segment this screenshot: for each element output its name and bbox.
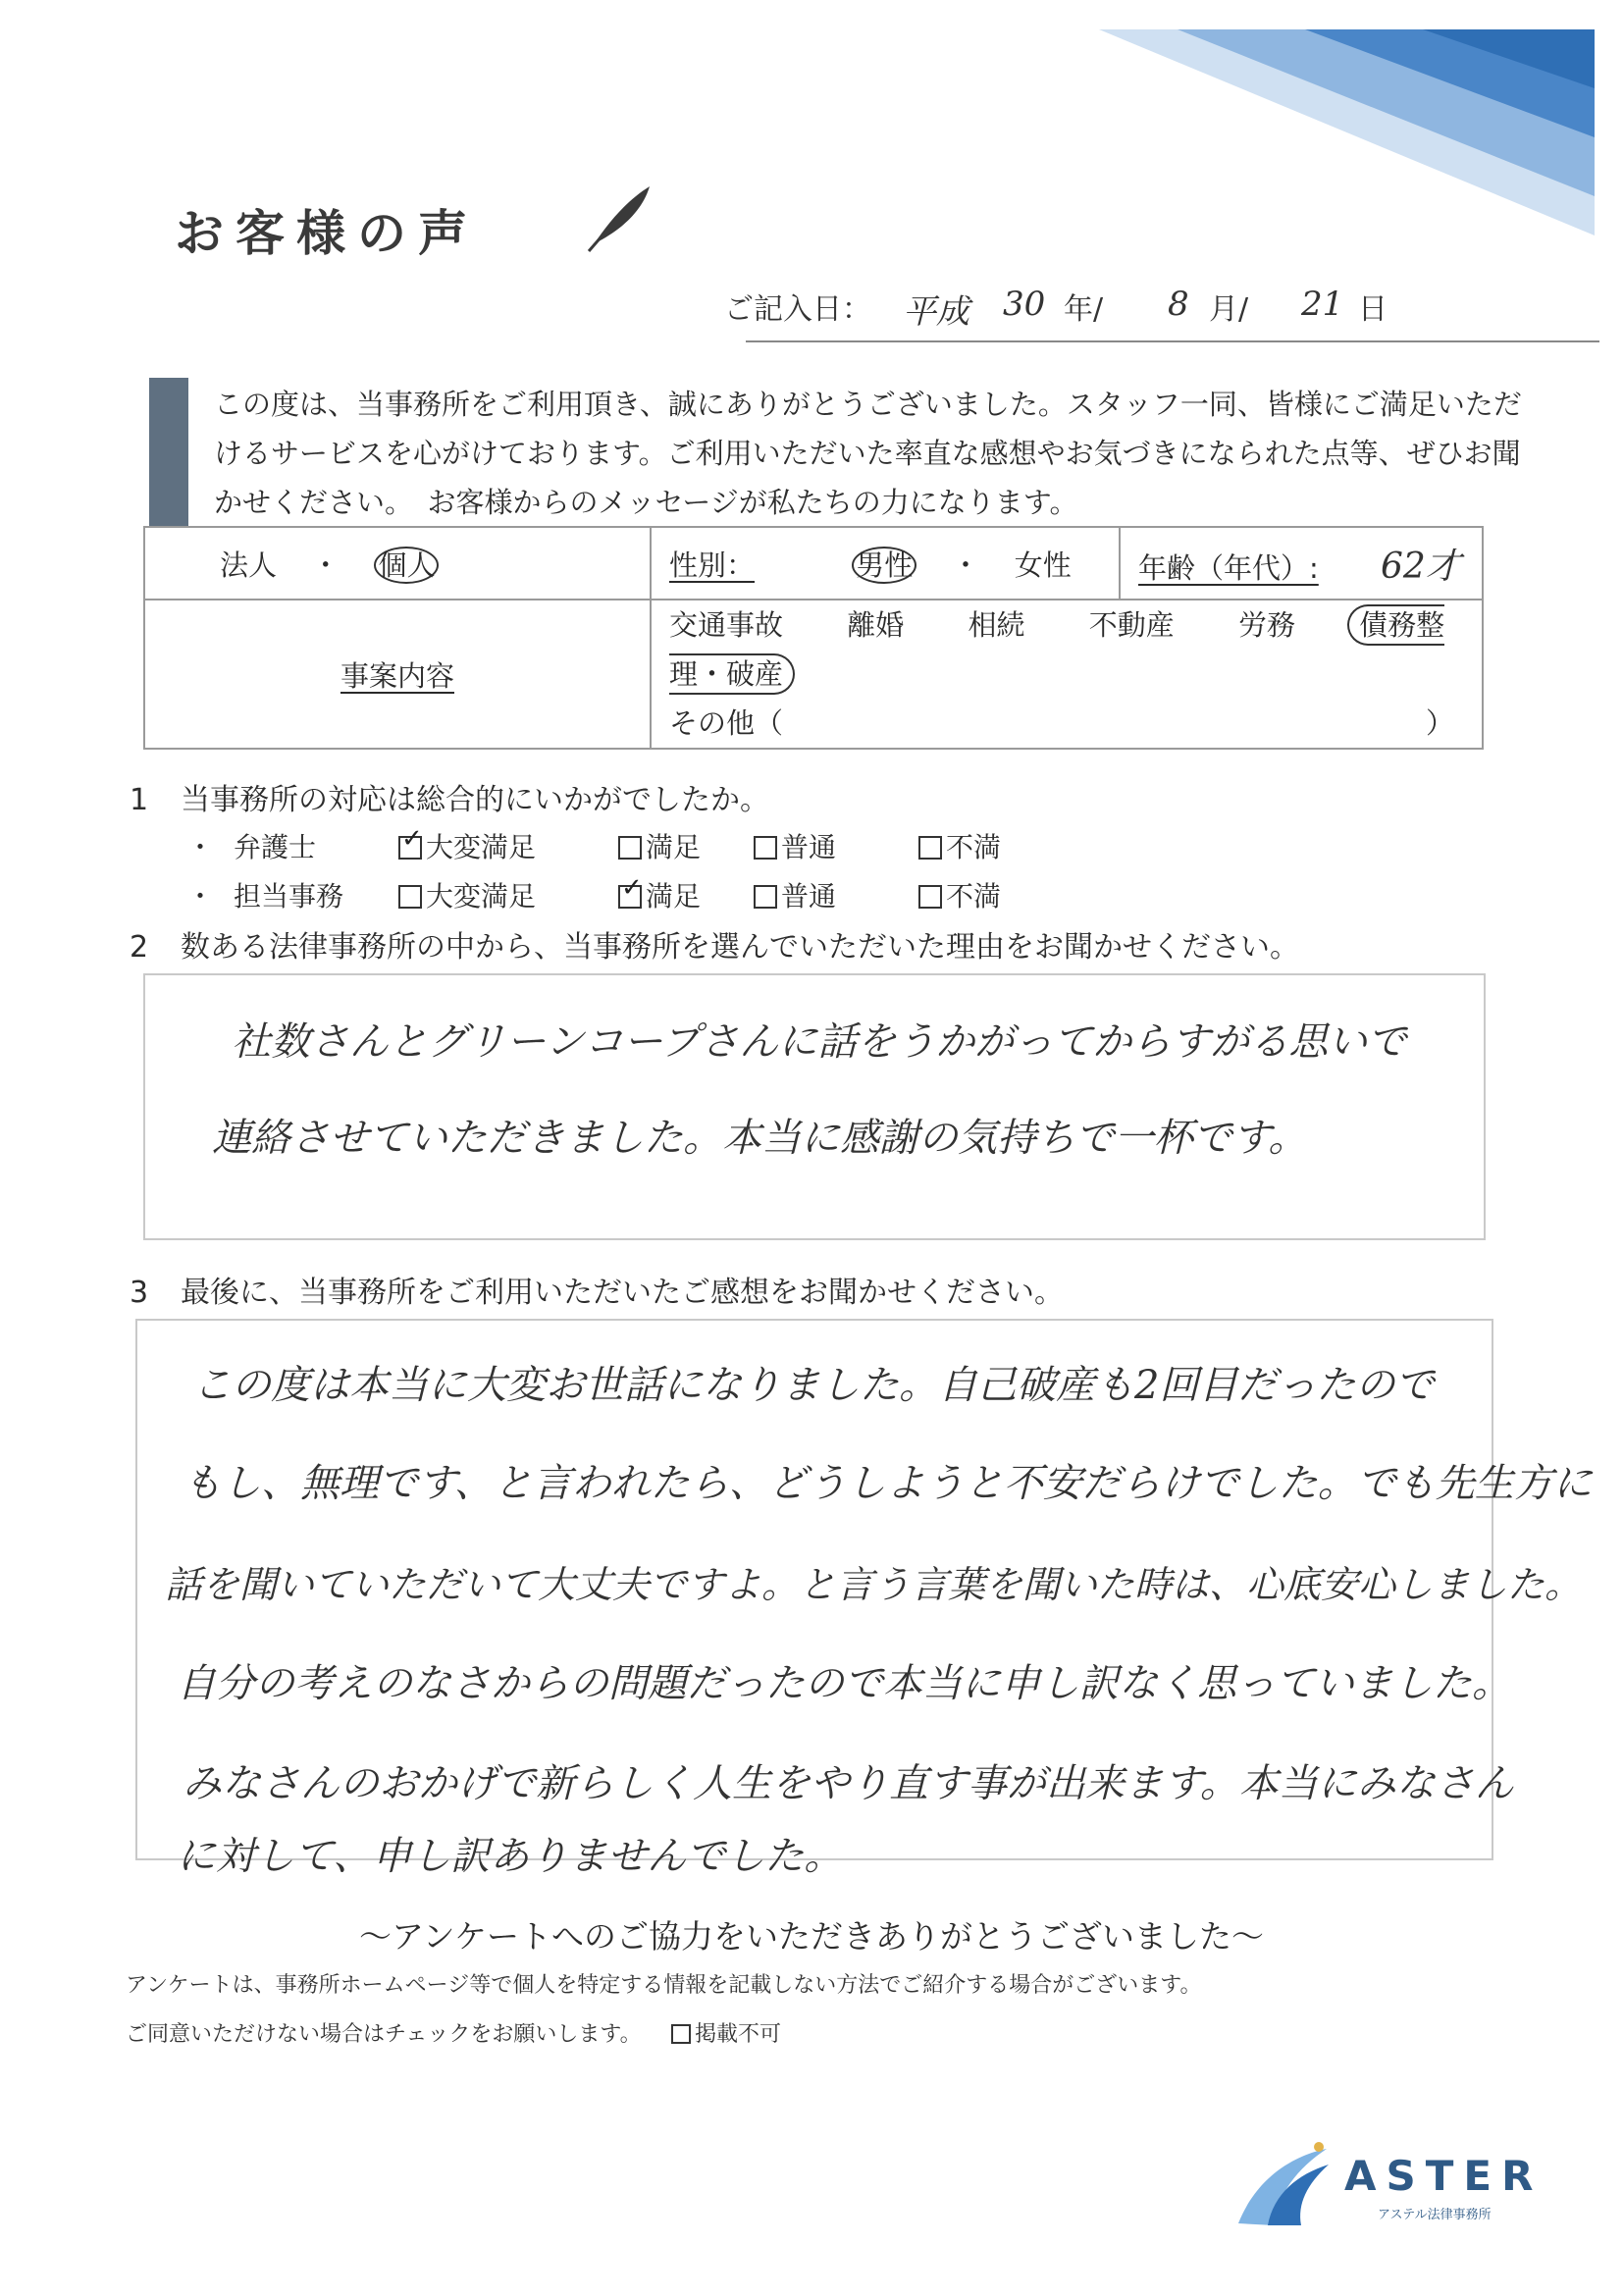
checkbox-icon[interactable] [398, 885, 422, 909]
rating-option[interactable]: ✓ 大変満足 [398, 826, 536, 865]
rating-option[interactable]: 普通 [754, 826, 836, 865]
checkbox-checked-icon[interactable] [398, 836, 422, 860]
rating-bullet: ・ [186, 880, 215, 913]
category-item: 労務 [1237, 608, 1295, 642]
rating-row-staff [0, 875, 1623, 914]
question-2 [130, 922, 1299, 965]
checkbox-icon[interactable] [671, 2024, 691, 2044]
question-text: 数ある法律事務所の中から、当事務所を選んでいただいた理由をお聞かせください。 [181, 930, 1299, 965]
rating-option[interactable]: 不満 [918, 826, 1001, 865]
date-day: 21 [1301, 285, 1344, 324]
answer-3-line: もし、無理です、と言われたら、どうしようと不安だらけでした。でも先生方に [183, 1461, 1593, 1506]
question-number: 1 [130, 783, 149, 817]
date-year: 30 [1003, 285, 1046, 324]
type-corp: 法人 [220, 548, 278, 582]
rating-option[interactable]: ✓ 満足 [618, 875, 701, 914]
other-close: ） [1425, 706, 1454, 740]
no-publish-label: 掲載不可 [695, 2022, 782, 2047]
gender-separator: ・ [951, 548, 980, 582]
date-underline [746, 340, 1599, 342]
feather-icon [585, 183, 654, 253]
category-item: 離婚 [847, 608, 905, 642]
date-label: ご記入日： [724, 292, 871, 327]
answer-3-line: に対して、申し訳ありませんでした。 [177, 1834, 844, 1879]
category-item: 相続 [968, 608, 1025, 642]
answer-3-line: みなさんのおかげで新らしく人生をやり直す事が出来ます。本当にみなさん [183, 1761, 1514, 1806]
rating-bullet: ・ [186, 831, 215, 863]
rating-option[interactable]: 満足 [618, 826, 701, 865]
age-label: 年齢（年代）: [1138, 550, 1319, 585]
answer-3-line: 話を聞いていただいて大丈夫ですよ。と言う言葉を聞いた時は、心底安心しました。 [165, 1563, 1583, 1606]
thanks-message: ～アンケートへのご協力をいただきありがとうございました～ [358, 1917, 1265, 1956]
no-publish-option[interactable] [671, 2017, 781, 2048]
rating-option[interactable]: 不満 [918, 875, 1001, 914]
logo-name: ASTER [1344, 2152, 1544, 2200]
logo-subtitle: アステル法律事務所 [1378, 2208, 1492, 2222]
other-label: その他（ [669, 706, 784, 740]
category-item: 交通事故 [669, 608, 784, 642]
question-1 [130, 775, 769, 818]
date-month: 8 [1168, 285, 1189, 324]
intro-text: この度は、当事務所をご利用頂き、誠にありがとうございました。スタッフ一同、皆様にご満足いただけるサービスを心がけております。ご利用いただいた率直な感想やお気づきになられた点等、ぜひお聞かせください。 お客様からのメッセージが私たちの力になります。 [214, 388, 1522, 519]
age-value: 62才 [1381, 546, 1461, 587]
date-day-unit: 日 [1358, 292, 1387, 327]
question-3 [130, 1268, 1064, 1311]
checkbox-icon[interactable] [754, 836, 777, 860]
question-text: 最後に、当事務所をご利用いただいたご感想をお聞かせください。 [181, 1276, 1064, 1310]
checkbox-icon[interactable] [918, 836, 942, 860]
gender-label: 性別： [669, 548, 756, 582]
answer-2-line: 連絡させていただきました。本当に感謝の気持ちで一杯です。 [212, 1116, 1308, 1161]
answer-2-line: 社数さんとグリーンコープさんに話をうかがってからすがる思いで [232, 1019, 1407, 1065]
consent-notice: ご同意いただけない場合はチェックをお願いします。 [126, 2022, 642, 2047]
checkbox-icon[interactable] [618, 836, 642, 860]
rating-role: 担当事務 [234, 880, 344, 913]
category-item: 不動産 [1088, 608, 1175, 642]
rating-option[interactable]: 普通 [754, 875, 836, 914]
aster-logo-mark [1229, 2135, 1336, 2233]
info-table [143, 526, 1484, 750]
question-number: 2 [130, 930, 149, 965]
rating-row-lawyer [0, 826, 1623, 865]
type-indiv: 個人 [374, 547, 439, 584]
date-era: 平成 [903, 292, 969, 332]
answer-3-line: 自分の考えのなさからの問題だったので本当に申し訳なく思っていました。 [177, 1661, 1511, 1706]
page-title: お客様の声 [175, 205, 479, 262]
rating-role: 弁護士 [234, 831, 317, 863]
gender-male: 男性 [852, 547, 916, 584]
publication-notice: アンケートは、事務所ホームページ等で個人を特定する情報を記載しない方法でご紹介する場合がございます。 [126, 1973, 1202, 1998]
case-label: 事案内容 [340, 658, 454, 693]
checkbox-icon[interactable] [754, 885, 777, 909]
checkbox-icon[interactable] [918, 885, 942, 909]
rating-option[interactable]: 大変満足 [398, 875, 536, 914]
question-number: 3 [130, 1276, 149, 1310]
question-text: 当事務所の対応は総合的にいかがでしたか。 [181, 783, 769, 817]
category-selected: 債務整理・破産 [669, 604, 1444, 695]
intro-accent-bar [149, 378, 188, 527]
date-year-unit: 年/ [1064, 292, 1104, 327]
date-month-unit: 月/ [1209, 292, 1249, 327]
answer-3-line: この度は本当に大変お世話になりました。自己破産も2回目だったので [192, 1363, 1435, 1408]
type-separator: ・ [311, 548, 340, 582]
checkbox-checked-icon[interactable] [618, 885, 642, 909]
gender-female: 女性 [1014, 548, 1072, 582]
